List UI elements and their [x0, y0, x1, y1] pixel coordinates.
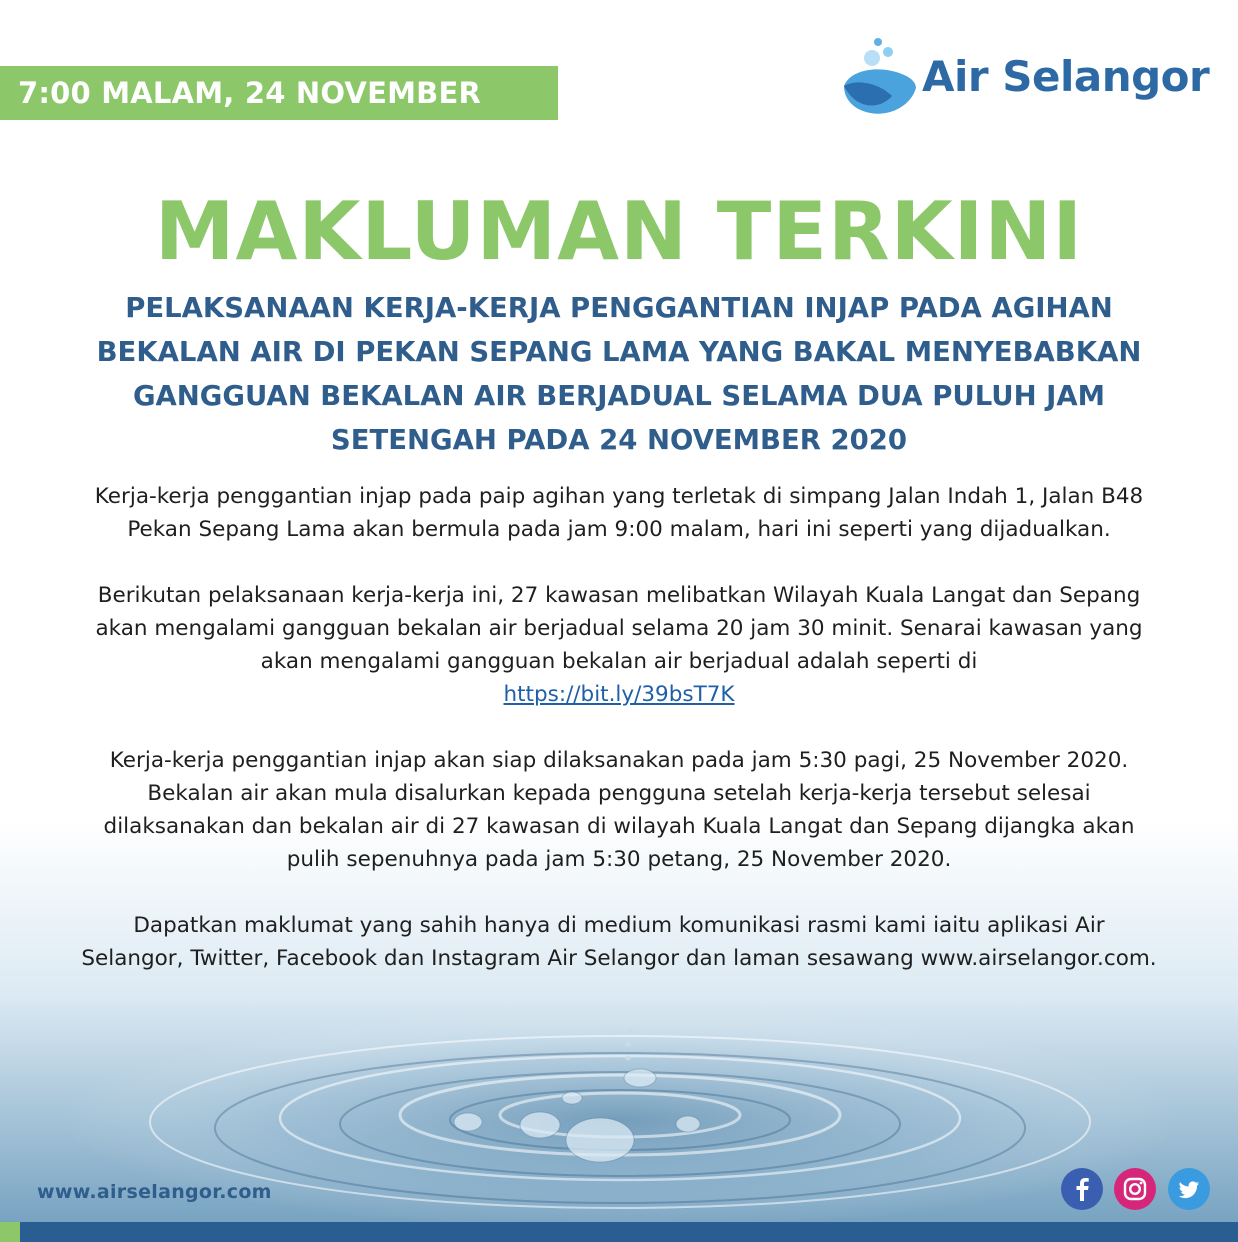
paragraph-official-channels: Dapatkan maklumat yang sahih hanya di medium komunikasi rasmi kami iaitu aplikasi Air Selangor, Twitter, Facebook dan Instagram Air Selangor dan laman sesawang www.airselangor.com.	[81, 913, 1157, 971]
subheadline-line: GANGGUAN BEKALAN AIR BERJADUAL SELAMA DUA PULUH JAM	[132, 380, 1106, 412]
subheadline-line: BEKALAN AIR DI PEKAN SEPANG LAMA YANG BAKAL MENYEBABKAN	[96, 336, 1142, 368]
footer-bar	[0, 1222, 1238, 1242]
subheadline	[60, 286, 1178, 462]
instagram-icon[interactable]	[1114, 1168, 1156, 1210]
facebook-icon[interactable]	[1061, 1168, 1103, 1210]
page-title: MAKLUMAN TERKINI	[154, 185, 1084, 278]
affected-areas-text: Berikutan pelaksanaan kerja-kerja ini, 27 kawasan melibatkan Wilayah Kuala Langat dan Sepang akan mengalami gangguan bekalan air berjadual selama 20 jam 30 minit. Senarai kawasan yang akan mengalami gangguan bekalan air berjadual adalah seperti di	[95, 583, 1143, 674]
footer-accent	[0, 1222, 20, 1242]
water-drop-logo-icon	[840, 34, 920, 118]
twitter-icon[interactable]	[1168, 1168, 1210, 1210]
announcement-body	[80, 480, 1158, 1008]
footer-website[interactable]: www.airselangor.com	[37, 1181, 272, 1203]
logo-wordmark: Air Selangor	[922, 52, 1210, 101]
subheadline-line: PELAKSANAAN KERJA-KERJA PENGGANTIAN INJAP PADA AGIHAN	[125, 292, 1113, 324]
air-selangor-logo	[840, 34, 1220, 118]
paragraph-affected-areas	[80, 579, 1158, 711]
paragraph-work-start: Kerja-kerja penggantian injap pada paip agihan yang terletak di simpang Jalan Indah 1, Jalan B48 Pekan Sepang Lama akan bermula pada jam 9:00 malam, hari ini seperti yang dijadualkan.	[94, 484, 1144, 542]
date-banner: 7:00 MALAM, 24 NOVEMBER 2020	[0, 66, 558, 120]
subheadline-line: SETENGAH PADA 24 NOVEMBER 2020	[330, 424, 908, 456]
paragraph-completion: Kerja-kerja penggantian injap akan siap dilaksanakan pada jam 5:30 pagi, 25 November 2020. Bekalan air akan mula disalurkan kepada pengguna setelah kerja-kerja tersebut selesai dilaksanakan dan bekalan air di 27 kawasan di wilayah Kuala Langat dan Sepang dijangka akan pulih sepenuhnya pada jam 5:30 petang, 25 November 2020.	[103, 748, 1135, 872]
affected-areas-link[interactable]: https://bit.ly/39bsT7K	[503, 682, 735, 707]
